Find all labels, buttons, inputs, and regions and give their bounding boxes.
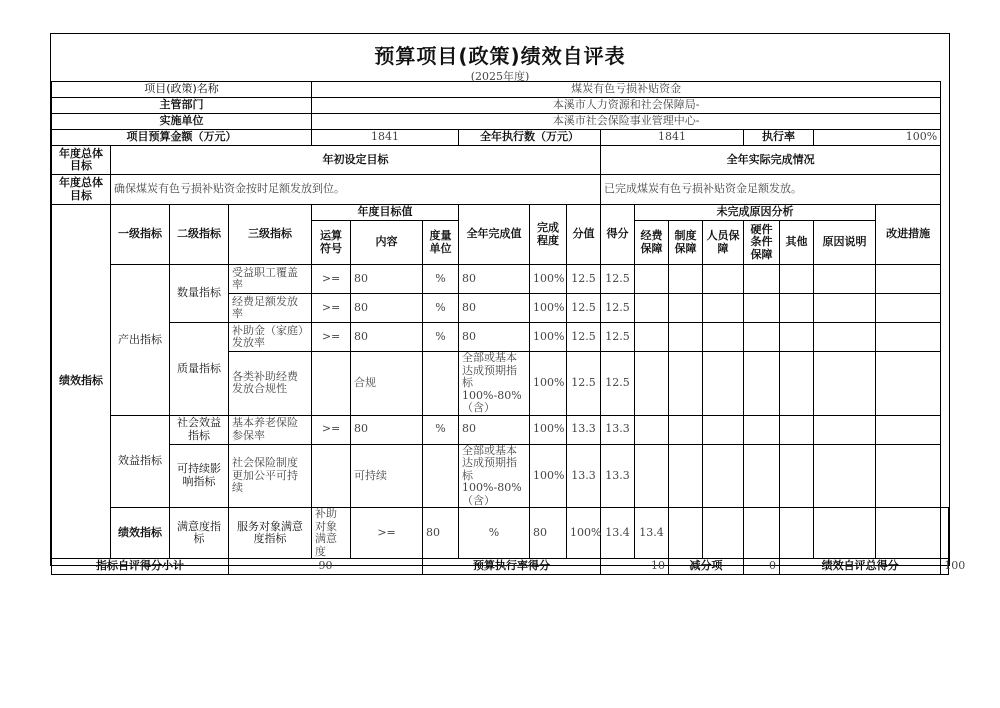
indicator-content: 80 <box>351 323 423 352</box>
project-name-value: 煤炭有色亏损补贴资金 <box>312 82 941 98</box>
content-header: 内容 <box>351 221 423 265</box>
empty-cell <box>744 294 780 323</box>
indicator-degree: 100% <box>530 323 567 352</box>
total-value: 100 <box>941 559 949 575</box>
empty-cell <box>814 508 876 559</box>
indicator-op: >= <box>312 323 351 352</box>
level1-header: 一级指标 <box>111 205 170 265</box>
deduct-label: 减分项 <box>669 559 744 575</box>
indicator-unit: % <box>423 323 459 352</box>
empty-cell <box>876 323 941 352</box>
indicator-weight: 13.3 <box>567 444 601 508</box>
indicator-score: 12.5 <box>601 352 635 416</box>
indicator-actual: 80 <box>530 508 567 559</box>
goal-header-row <box>52 146 949 175</box>
indicator-name: 社会保险制度更加公平可持续 <box>229 444 312 508</box>
indicator-score: 12.5 <box>601 294 635 323</box>
budget-value: 1841 <box>312 130 459 146</box>
indicator-score: 13.3 <box>601 444 635 508</box>
improve-header: 改进措施 <box>876 205 941 265</box>
empty-cell <box>669 323 703 352</box>
level2-header: 二级指标 <box>170 205 229 265</box>
reason-note-header: 原因说明 <box>814 221 876 265</box>
indicator-op: >= <box>351 508 423 559</box>
empty-cell <box>876 444 941 508</box>
quality-indicator-group: 质量指标 <box>170 323 229 416</box>
subtotal-value: 90 <box>229 559 423 575</box>
rate-value: 100% <box>814 130 941 146</box>
empty-cell <box>635 323 669 352</box>
dept-label: 主管部门 <box>52 98 312 114</box>
indicator-weight: 13.4 <box>601 508 635 559</box>
empty-cell <box>669 294 703 323</box>
empty-cell <box>635 265 669 294</box>
total-label: 绩效自评总得分 <box>780 559 941 575</box>
indicator-row <box>52 444 949 508</box>
empty-cell <box>703 352 744 416</box>
indicator-unit: % <box>459 508 530 559</box>
indicator-unit <box>423 352 459 416</box>
empty-cell <box>941 508 949 559</box>
indicator-degree: 100% <box>530 352 567 416</box>
indicator-actual: 80 <box>459 265 530 294</box>
op-header: 运算符号 <box>312 221 351 265</box>
empty-cell <box>876 508 941 559</box>
goal-set-text: 确保煤炭有色亏损补贴资金按时足额发放到位。 <box>111 175 601 205</box>
indicator-content: 合规 <box>351 352 423 416</box>
goal-label: 年度总体目标 <box>52 146 111 175</box>
empty-cell <box>814 323 876 352</box>
empty-cell <box>744 323 780 352</box>
goal-actual-text: 已完成煤炭有色亏损补贴资金足额发放。 <box>601 175 941 205</box>
evaluation-sheet <box>50 33 966 573</box>
reason-fund-header: 经费保障 <box>635 221 669 265</box>
unit-label: 实施单位 <box>52 114 312 130</box>
empty-cell <box>669 265 703 294</box>
perf-indicator-label: 绩效指标 <box>52 205 111 559</box>
indicator-degree: 100% <box>530 265 567 294</box>
empty-cell <box>876 265 941 294</box>
indicator-actual: 全部或基本达成预期指标100%-80%（含） <box>459 444 530 508</box>
indicator-name: 各类补助经费发放合规性 <box>229 352 312 416</box>
sustain-indicator-group: 可持续影响指标 <box>170 444 229 508</box>
indicator-degree: 100% <box>567 508 601 559</box>
indicator-name: 补助对象满意度 <box>312 508 351 559</box>
empty-cell <box>635 415 669 444</box>
dept-value: 本溪市人力资源和社会保障局- <box>312 98 941 114</box>
empty-cell <box>744 444 780 508</box>
satisfaction-indicator-group: 满意度指标 <box>170 508 229 559</box>
dept-row <box>52 98 949 114</box>
service-indicator-group: 服务对象满意度指标 <box>229 508 312 559</box>
indicator-actual: 80 <box>459 323 530 352</box>
indicator-unit: % <box>423 415 459 444</box>
empty-cell <box>669 352 703 416</box>
empty-cell <box>635 352 669 416</box>
empty-cell <box>780 415 814 444</box>
rate-label: 执行率 <box>744 130 814 146</box>
empty-cell <box>814 444 876 508</box>
empty-cell <box>744 415 780 444</box>
indicator-name: 补助金（家庭）发放率 <box>229 323 312 352</box>
empty-cell <box>669 508 703 559</box>
project-name-row <box>52 82 949 98</box>
project-name-label: 项目(政策)名称 <box>52 82 312 98</box>
indicator-content: 可持续 <box>351 444 423 508</box>
empty-cell <box>780 323 814 352</box>
exec-value: 1841 <box>601 130 744 146</box>
year-subtitle: (2025年度) <box>470 70 530 83</box>
indicator-row <box>52 323 949 352</box>
empty-cell <box>780 265 814 294</box>
empty-cell <box>876 352 941 416</box>
budget-row <box>52 130 949 146</box>
empty-cell <box>876 415 941 444</box>
indicator-op: >= <box>312 265 351 294</box>
indicator-op <box>312 352 351 416</box>
indicator-weight: 12.5 <box>567 352 601 416</box>
empty-cell <box>744 265 780 294</box>
unit-row <box>52 114 949 130</box>
budget-label: 项目预算金额（万元） <box>52 130 312 146</box>
indicator-name: 基本养老保险参保率 <box>229 415 312 444</box>
empty-cell <box>703 508 744 559</box>
empty-cell <box>703 444 744 508</box>
indicator-op <box>312 444 351 508</box>
goal-label-2: 年度总体目标 <box>52 175 111 205</box>
effect-indicator-group: 效益指标 <box>111 415 170 508</box>
footer-row <box>52 559 949 575</box>
empty-cell <box>780 294 814 323</box>
score-header: 得分 <box>601 205 635 265</box>
deduct-value: 0 <box>744 559 780 575</box>
empty-cell <box>814 352 876 416</box>
indicator-score: 12.5 <box>601 265 635 294</box>
empty-cell <box>744 508 780 559</box>
goal-actual-header: 全年实际完成情况 <box>601 146 941 175</box>
empty-cell <box>814 294 876 323</box>
indicator-weight: 12.5 <box>567 323 601 352</box>
degree-header: 完成程度 <box>530 205 567 265</box>
empty-cell <box>780 444 814 508</box>
indicator-degree: 100% <box>530 415 567 444</box>
indicator-name: 受益职工覆盖率 <box>229 265 312 294</box>
empty-cell <box>669 415 703 444</box>
indicator-score: 12.5 <box>601 323 635 352</box>
empty-cell <box>635 294 669 323</box>
exec-label: 全年执行数（万元） <box>459 130 601 146</box>
indicator-op: >= <box>312 415 351 444</box>
quantity-indicator-group: 数量指标 <box>170 265 229 323</box>
indicator-content: 80 <box>351 265 423 294</box>
indicator-unit <box>423 444 459 508</box>
empty-cell <box>703 323 744 352</box>
output-indicator-group: 产出指标 <box>111 265 170 416</box>
indicator-weight: 13.3 <box>567 415 601 444</box>
indicator-op: >= <box>312 294 351 323</box>
empty-cell <box>744 352 780 416</box>
reason-system-header: 制度保障 <box>669 221 703 265</box>
goal-text-row <box>52 175 949 205</box>
empty-cell <box>814 415 876 444</box>
indicator-actual: 80 <box>459 415 530 444</box>
indicator-actual: 全部或基本达成预期指标100%-80%（含） <box>459 352 530 416</box>
indicator-weight: 12.5 <box>567 265 601 294</box>
empty-cell <box>780 508 814 559</box>
goal-set-header: 年初设定目标 <box>111 146 601 175</box>
indicator-actual: 80 <box>459 294 530 323</box>
indicator-degree: 100% <box>530 444 567 508</box>
indicator-score: 13.4 <box>635 508 669 559</box>
empty-cell <box>703 265 744 294</box>
actual-header: 全年完成值 <box>459 205 530 265</box>
indicator-row <box>52 265 949 294</box>
empty-cell <box>703 415 744 444</box>
reason-other-header: 其他 <box>780 221 814 265</box>
indicator-name: 经费足额发放率 <box>229 294 312 323</box>
empty-cell <box>780 352 814 416</box>
perf-indicator-label-2: 绩效指标 <box>111 508 170 559</box>
indicator-header-row-1 <box>52 205 949 221</box>
unfinished-header: 未完成原因分析 <box>635 205 876 221</box>
budget-score-value: 10 <box>601 559 669 575</box>
empty-cell <box>876 294 941 323</box>
indicator-unit: % <box>423 294 459 323</box>
subtotal-label: 指标自评得分小计 <box>52 559 229 575</box>
page-title: 预算项目(政策)绩效自评表 <box>374 44 626 68</box>
target-header: 年度目标值 <box>312 205 459 221</box>
evaluation-table <box>51 81 966 575</box>
indicator-unit: % <box>423 265 459 294</box>
empty-cell <box>703 294 744 323</box>
unit-value: 本溪市社会保险事业管理中心- <box>312 114 941 130</box>
empty-cell <box>669 444 703 508</box>
indicator-content: 80 <box>351 415 423 444</box>
empty-cell <box>635 444 669 508</box>
weight-header: 分值 <box>567 205 601 265</box>
indicator-content: 80 <box>423 508 459 559</box>
indicator-row <box>52 508 949 559</box>
level3-header: 三级指标 <box>229 205 312 265</box>
social-indicator-group: 社会效益指标 <box>170 415 229 444</box>
indicator-weight: 12.5 <box>567 294 601 323</box>
indicator-score: 13.3 <box>601 415 635 444</box>
indicator-row <box>52 415 949 444</box>
unit-header: 度量单位 <box>423 221 459 265</box>
reason-staff-header: 人员保障 <box>703 221 744 265</box>
indicator-content: 80 <box>351 294 423 323</box>
reason-hardware-header: 硬件条件保障 <box>744 221 780 265</box>
indicator-degree: 100% <box>530 294 567 323</box>
budget-score-label: 预算执行率得分 <box>423 559 601 575</box>
empty-cell <box>814 265 876 294</box>
